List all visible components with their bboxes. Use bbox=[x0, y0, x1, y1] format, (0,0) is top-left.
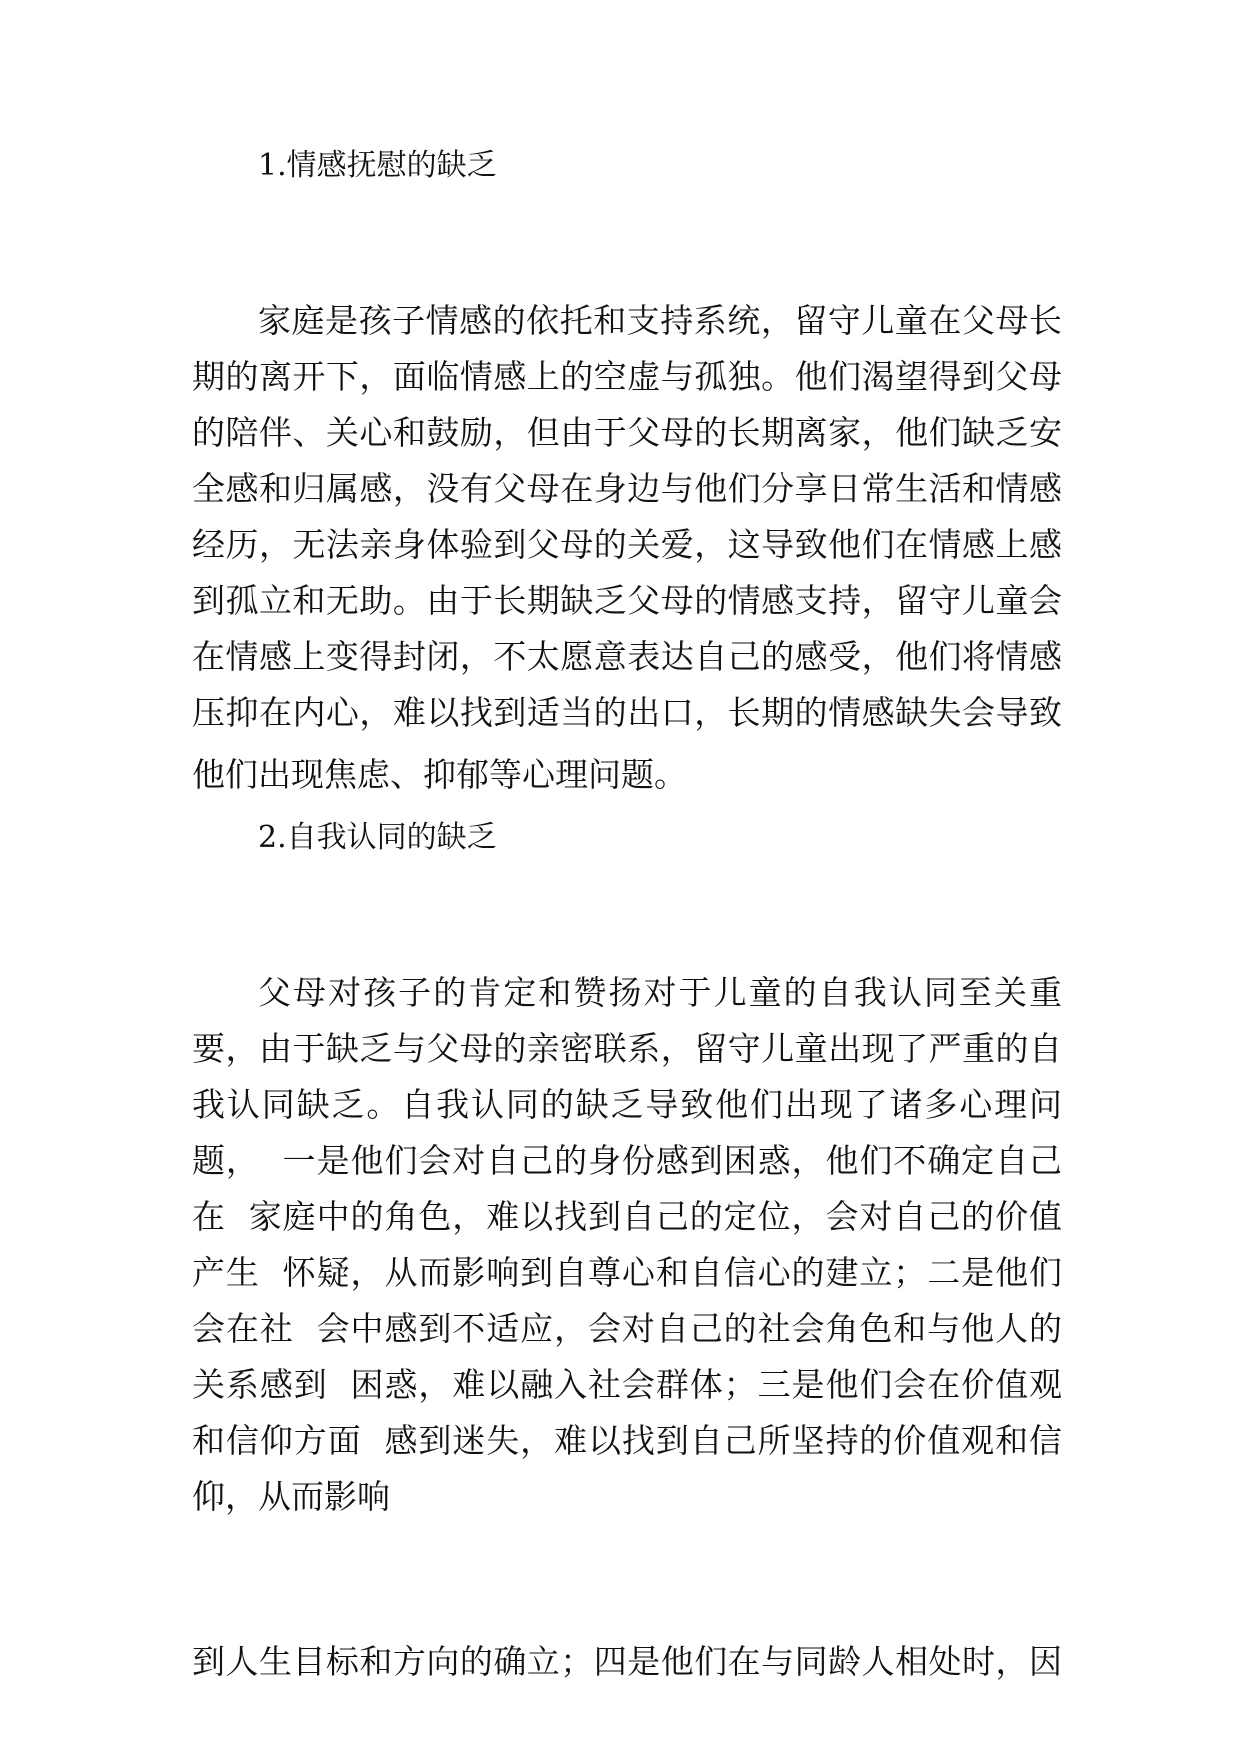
paragraph-line: 会在社 会中感到不适应，会对自己的社会角色和与他人的 bbox=[192, 1309, 1062, 1348]
paragraph-line: 要，由于缺乏与父母的亲密联系，留守儿童出现了严重的自 bbox=[192, 1029, 1062, 1068]
paragraph-line: 和信仰方面 感到迷失，难以找到自己所坚持的价值观和信 bbox=[192, 1421, 1062, 1460]
paragraph-line: 期的离开下，面临情感上的空虚与孤独。他们渴望得到父母 bbox=[192, 357, 1062, 396]
paragraph-line: 压抑在内心，难以找到适当的出口，长期的情感缺失会导致 bbox=[192, 693, 1062, 732]
paragraph-line: 家庭是孩子情感的依托和支持系统，留守儿童在父母长 bbox=[258, 301, 1062, 340]
section-heading-1: 1.情感抚慰的缺乏 bbox=[258, 148, 497, 183]
paragraph-line: 到人生目标和方向的确立；四是他们在与同龄人相处时，因 bbox=[192, 1642, 1062, 1681]
paragraph-line: 经历，无法亲身体验到父母的关爱，这导致他们在情感上感 bbox=[192, 525, 1062, 564]
paragraph-line: 题， 一是他们会对自己的身份感到困惑，他们不确定自己 bbox=[192, 1141, 1062, 1180]
paragraph-line: 全感和归属感，没有父母在身边与他们分享日常生活和情感 bbox=[192, 469, 1062, 508]
paragraph-line: 他们出现焦虑、抑郁等心理问题。 bbox=[192, 755, 687, 794]
paragraph-continuation bbox=[192, 1634, 1062, 1690]
paragraph-line: 到孤立和无助。由于长期缺乏父母的情感支持，留守儿童会 bbox=[192, 581, 1062, 620]
paragraph-emotional-comfort bbox=[192, 293, 1062, 803]
paragraph-line: 在 家庭中的角色，难以找到自己的定位，会对自己的价值 bbox=[192, 1197, 1062, 1236]
paragraph-line: 在情感上变得封闭，不太愿意表达自己的感受，他们将情感 bbox=[192, 637, 1062, 676]
section-heading-2: 2.自我认同的缺乏 bbox=[258, 820, 497, 855]
paragraph-line: 的陪伴、关心和鼓励，但由于父母的长期离家，他们缺乏安 bbox=[192, 413, 1062, 452]
paragraph-self-identity bbox=[192, 965, 1062, 1525]
paragraph-line: 父母对孩子的肯定和赞扬对于儿童的自我认同至关重 bbox=[258, 973, 1062, 1012]
paragraph-line: 我认同缺乏。自我认同的缺乏导致他们出现了诸多心理问 bbox=[192, 1085, 1062, 1124]
paragraph-line: 产生 怀疑，从而影响到自尊心和自信心的建立；二是他们 bbox=[192, 1253, 1062, 1292]
paragraph-line: 关系感到 困惑，难以融入社会群体；三是他们会在价值观 bbox=[192, 1365, 1062, 1404]
paragraph-line: 仰，从而影响 bbox=[192, 1477, 390, 1516]
